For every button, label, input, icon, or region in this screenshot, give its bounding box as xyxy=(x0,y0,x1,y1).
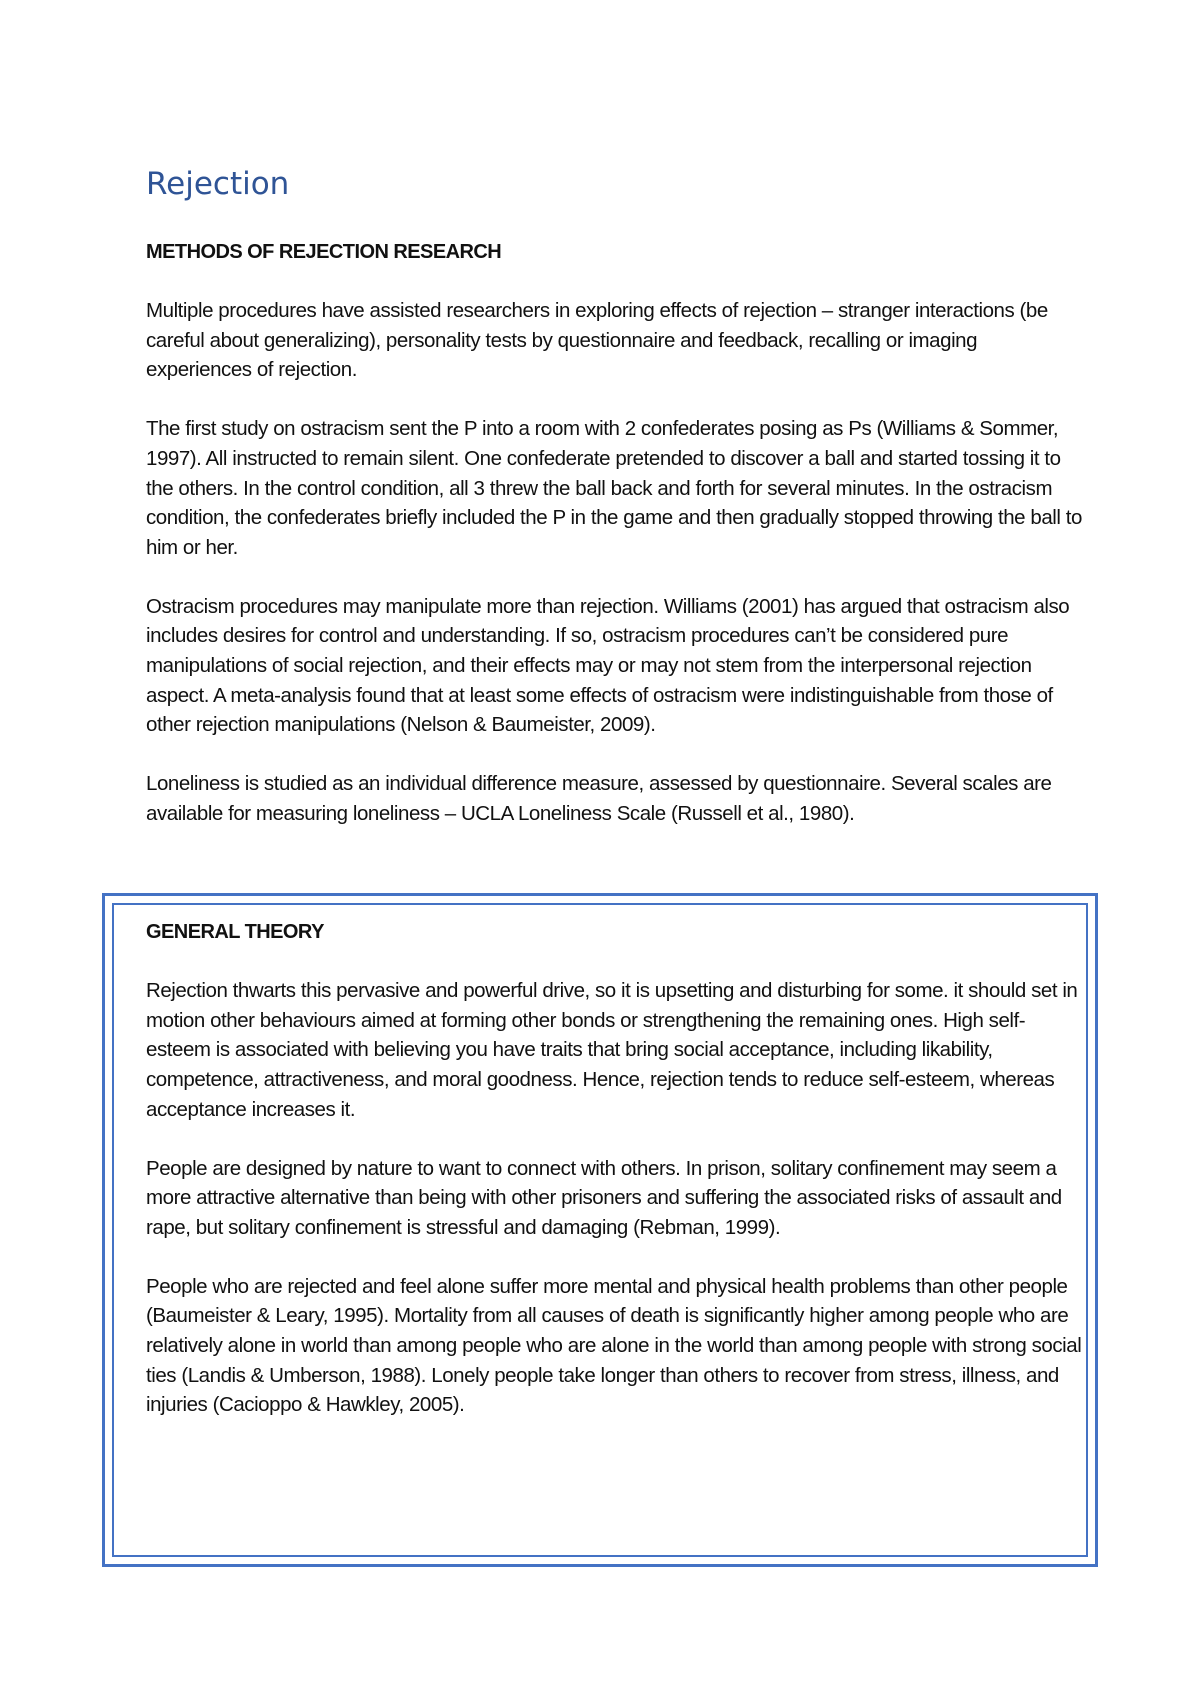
methods-section xyxy=(146,238,1086,829)
theory-paragraph-1: Rejection thwarts this pervasive and powerful drive, so it is upsetting and disturbing for some. it should set in motion other behaviours aimed at forming other bonds or strengthening the remaining ones. High self-esteem is associated with believing you have traits that bring social acceptance, including likability, competence, attractiveness, and moral goodness. Hence, rejection tends to reduce self-esteem, whereas acceptance increases it. xyxy=(146,979,1078,1121)
general-theory-section xyxy=(146,918,1086,1420)
methods-paragraph-1: Multiple procedures have assisted researchers in exploring effects of rejection – stranger interactions (be careful about generalizing), personality tests by questionnaire and feedback, recalling or imaging experiences of rejection. xyxy=(146,299,1048,382)
methods-heading: METHODS OF REJECTION RESEARCH xyxy=(146,241,502,263)
theory-paragraph-2: People are designed by nature to want to connect with others. In prison, solitary confinement may seem a more attractive alternative than being with other prisoners and suffering the associated risks of assault and rape, but solitary confinement is stressful and damaging (Rebman, 1999). xyxy=(146,1156,1062,1239)
methods-paragraph-3: Ostracism procedures may manipulate more than rejection. Williams (2001) has argued that ostracism also includes desires for control and understanding. If so, ostracism procedures can’t be considered pure manipulations of social rejection, and their effects may or may not stem from the interpersonal rejection aspect. A meta-analysis found that at least some effects of ostracism were indistinguishable from those of other rejection manipulations (Nelson & Baumeister, 2009). xyxy=(146,594,1070,737)
general-theory-heading: GENERAL THEORY xyxy=(146,921,324,943)
page-title: Rejection xyxy=(146,166,290,202)
theory-paragraph-3: People who are rejected and feel alone suffer more mental and physical health problems than other people (Baumeister & Leary, 1995). Mortality from all causes of death is significantly higher among people who are relatively alone in world than among people who are alone in the world than among people with strong social ties (Landis & Umberson, 1988). Lonely people take longer than others to recover from stress, illness, and injuries (Cacioppo & Hawkley, 2005). xyxy=(146,1274,1082,1417)
methods-paragraph-4: Loneliness is studied as an individual difference measure, assessed by questionnaire. Several scales are available for measuring loneliness – UCLA Loneliness Scale (Russell et al., 1980). xyxy=(146,772,1052,825)
methods-paragraph-2: The first study on ostracism sent the P into a room with 2 confederates posing as Ps (Williams & Sommer, 1997). All instructed to remain silent. One confederate pretended to discover a ball and started tossing it to the others. In the control condition, all 3 threw the ball back and forth for several minutes. In the ostracism condition, the confederates briefly included the P in the game and then gradually stopped throwing the ball to him or her. xyxy=(146,417,1082,559)
